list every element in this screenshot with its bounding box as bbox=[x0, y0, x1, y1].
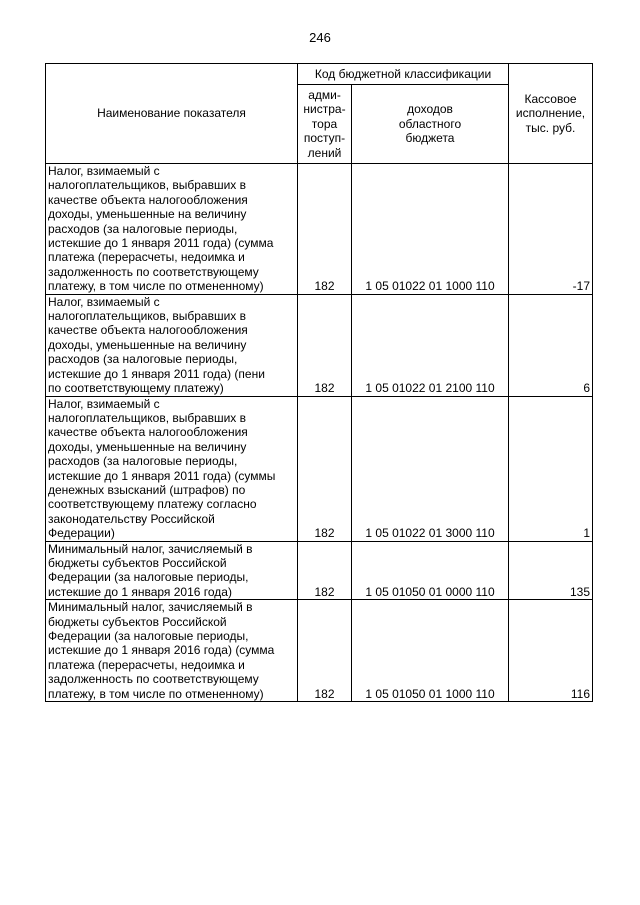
header-income: доходов областного бюджета bbox=[352, 85, 509, 164]
row-admin-code: 182 bbox=[298, 164, 352, 295]
row-amount: 1 bbox=[509, 396, 593, 541]
page-number: 246 bbox=[309, 30, 331, 45]
row-admin-code: 182 bbox=[298, 600, 352, 702]
row-budget-code: 1 05 01022 01 1000 110 bbox=[352, 164, 509, 295]
table-header bbox=[46, 64, 593, 164]
row-amount: -17 bbox=[509, 164, 593, 295]
row-amount: 6 bbox=[509, 294, 593, 396]
row-amount: 135 bbox=[509, 541, 593, 600]
table-row bbox=[46, 396, 593, 541]
row-admin-code: 182 bbox=[298, 541, 352, 600]
row-name: Налог, взимаемый с налогоплательщиков, выбравших в качестве объекта налогообложения доходы, уменьшенные на величину расходов (за налоговые периоды, истекшие до 1 января 2011 года) (пени по соответствующему платежу) bbox=[46, 294, 298, 396]
row-budget-code: 1 05 01050 01 0000 110 bbox=[352, 541, 509, 600]
header-admin: адми- нистра- тора поступ- лений bbox=[298, 85, 352, 164]
table-row bbox=[46, 541, 593, 600]
row-admin-code: 182 bbox=[298, 294, 352, 396]
row-name: Налог, взимаемый с налогоплательщиков, выбравших в качестве объекта налогообложения доходы, уменьшенные на величину расходов (за налоговые периоды, истекшие до 1 января 2011 года) (суммы денежных взысканий (штрафов) по соответствующему платежу согласно законодательству Российской Федерации) bbox=[46, 396, 298, 541]
row-budget-code: 1 05 01022 01 3000 110 bbox=[352, 396, 509, 541]
row-budget-code: 1 05 01050 01 1000 110 bbox=[352, 600, 509, 702]
row-amount: 116 bbox=[509, 600, 593, 702]
row-budget-code: 1 05 01022 01 2100 110 bbox=[352, 294, 509, 396]
row-name: Минимальный налог, зачисляемый в бюджеты субъектов Российской Федерации (за налоговые периоды, истекшие до 1 января 2016 года) (сумма платежа (перерасчеты, недоимка и задолженность по соответствующему платежу, в том числе по отмененному) bbox=[46, 600, 298, 702]
table-row bbox=[46, 600, 593, 702]
row-admin-code: 182 bbox=[298, 396, 352, 541]
table-body bbox=[46, 164, 593, 702]
row-name: Минимальный налог, зачисляемый в бюджеты субъектов Российской Федерации (за налоговые периоды, истекшие до 1 января 2016 года) bbox=[46, 541, 298, 600]
header-name: Наименование показателя bbox=[46, 64, 298, 164]
row-name: Налог, взимаемый с налогоплательщиков, выбравших в качестве объекта налогообложения доходы, уменьшенные на величину расходов (за налоговые периоды, истекшие до 1 января 2011 года) (сумма платежа (перерасчеты, недоимка и задолженность по соответствующему платежу, в том числе по отмененному) bbox=[46, 164, 298, 295]
table-row bbox=[46, 164, 593, 295]
table-row bbox=[46, 294, 593, 396]
budget-table bbox=[45, 63, 593, 702]
header-code-group: Код бюджетной классификации bbox=[298, 64, 509, 85]
header-execution: Кассовое исполнение, тыс. руб. bbox=[509, 64, 593, 164]
